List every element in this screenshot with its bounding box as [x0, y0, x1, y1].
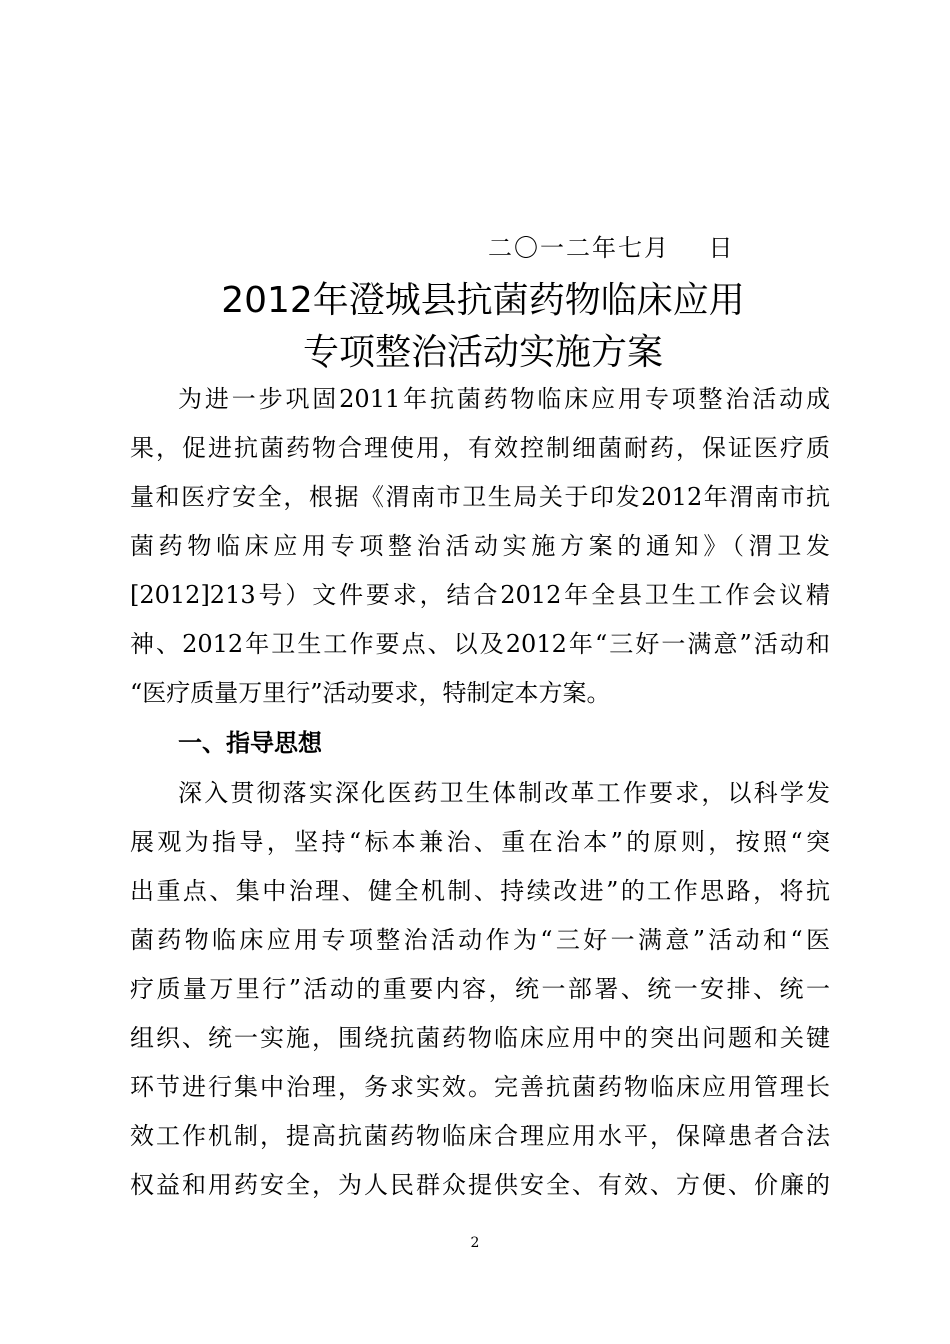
text-line: 菌药物临床应用专项整治活动实施方案的通知》（渭卫发: [130, 532, 830, 560]
document-title-line-1: 2012年澄城县抗菌药物临床应用: [221, 280, 745, 321]
text-line: 出重点、集中治理、健全机制、持续改进”的工作思路，将抗: [130, 877, 830, 905]
text-line: 效工作机制，提高抗菌药物临床合理应用水平，保障患者合法: [130, 1122, 830, 1150]
text-line: “医疗质量万里行”活动要求，特制定本方案。: [130, 679, 611, 707]
document-date: 二〇一二年七月 日: [488, 234, 735, 262]
text-line: [2012]213号）文件要求，结合2012年全县卫生工作会议精: [130, 581, 830, 609]
text-line: 疗质量万里行”活动的重要内容，统一部署、统一安排、统一: [130, 975, 830, 1003]
page-number: 2: [470, 1235, 480, 1251]
text-line: 展观为指导，坚持“标本兼治、重在治本”的原则，按照“突: [130, 828, 830, 856]
text-line: 量和医疗安全，根据《渭南市卫生局关于印发2012年渭南市抗: [130, 483, 830, 511]
text-line: 神、2012年卫生工作要点、以及2012年“三好一满意”活动和: [130, 630, 830, 658]
text-line: 组织、统一实施，围绕抗菌药物临床应用中的突出问题和关键: [130, 1024, 830, 1052]
text-line: 为进一步巩固2011年抗菌药物临床应用专项整治活动成: [178, 385, 830, 413]
text-line: 菌药物临床应用专项整治活动作为“三好一满意”活动和“医: [130, 926, 830, 954]
text-line: 果，促进抗菌药物合理使用，有效控制细菌耐药，保证医疗质: [130, 434, 830, 462]
text-line: 权益和用药安全，为人民群众提供安全、有效、方便、价廉的: [130, 1171, 830, 1199]
text-line: 深入贯彻落实深化医药卫生体制改革工作要求，以科学发: [178, 779, 830, 807]
section-heading: 一、指导思想: [178, 729, 322, 757]
intro-paragraph: [130, 375, 830, 718]
document-title-line-2: 专项整治活动实施方案: [302, 332, 663, 373]
text-line: 环节进行集中治理，务求实效。完善抗菌药物临床应用管理长: [130, 1073, 830, 1101]
section-paragraph: [130, 769, 830, 1210]
